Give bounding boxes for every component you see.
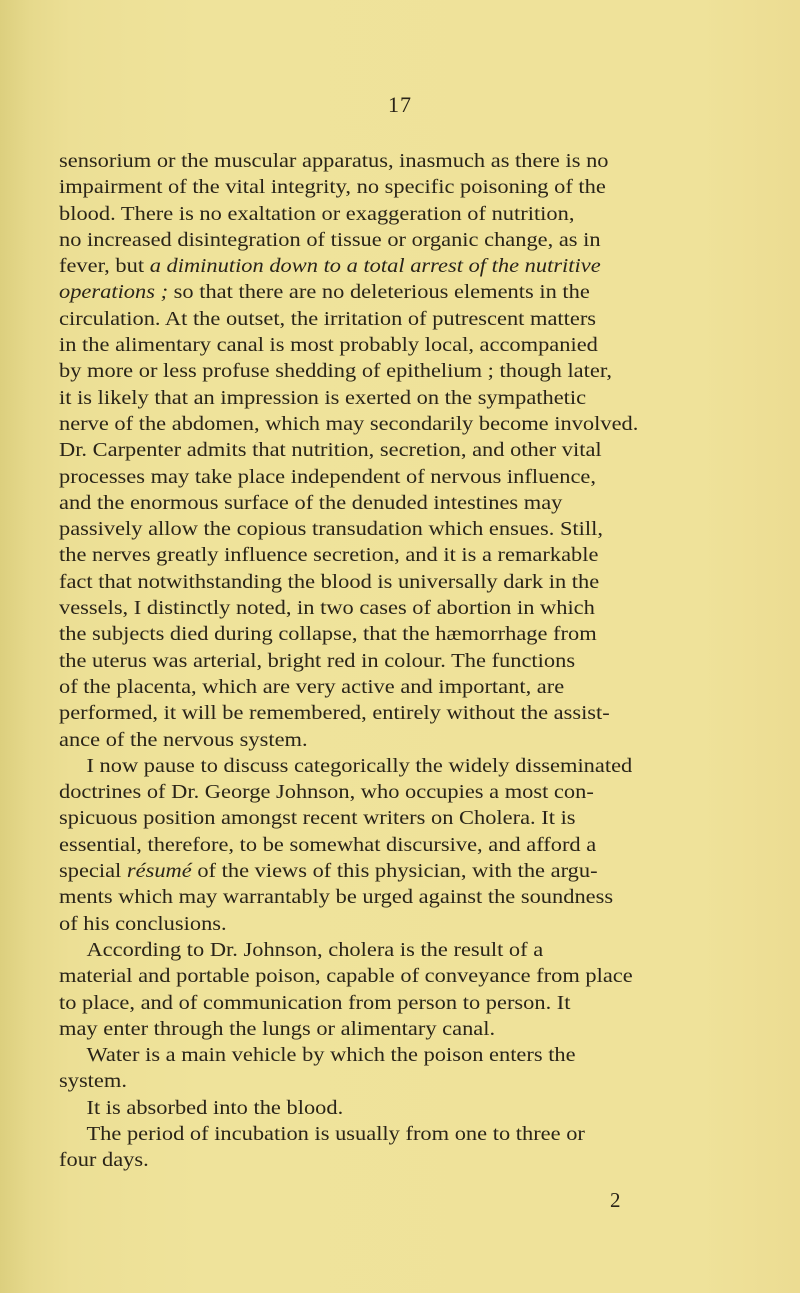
text-line: system.: [59, 1071, 127, 1093]
text-line: [59, 254, 601, 280]
paragraph: [59, 1043, 576, 1096]
body-text: [59, 149, 639, 1175]
text-line: fact that notwithstanding the blood is universally dark in the: [59, 571, 600, 593]
text-line: four days.: [59, 1150, 149, 1172]
text-line: the uterus was arterial, bright red in colour. The functions: [59, 650, 576, 672]
text-line: no increased disintegration of tissue or organic change, as in: [59, 229, 601, 251]
text-line: to place, and of communication from person to person. It: [59, 992, 571, 1014]
text-line: material and portable poison, capable of conveyance from place: [59, 966, 633, 988]
text-line: Water is a main vehicle by which the poison enters the: [86, 1045, 576, 1067]
paragraph: [59, 1096, 519, 1122]
text-line: may enter through the lungs or alimentary canal.: [59, 1018, 496, 1040]
text-line: doctrines of Dr. George Johnson, who occupies a most con-: [59, 782, 594, 804]
text-line: in the alimentary canal is most probably local, accompanied: [59, 335, 598, 357]
paragraph: [59, 754, 633, 938]
text-line: and the enormous surface of the denuded intestines may: [59, 492, 563, 514]
italic-run: a diminution down to a total arrest of the nutritive: [149, 256, 601, 278]
paragraph: [59, 149, 639, 754]
text-line: [59, 859, 598, 885]
italic-run: operations ;: [59, 282, 169, 304]
text-line: essential, therefore, to be somewhat discursive, and afford a: [59, 834, 597, 856]
text-run: fever, but: [59, 256, 150, 278]
page-number: 17: [388, 92, 412, 117]
text-line: ance of the nervous system.: [59, 729, 308, 751]
text-line: It is absorbed into the blood.: [86, 1097, 344, 1119]
text-line: sensorium or the muscular apparatus, inasmuch as there is no: [59, 151, 609, 172]
italic-run: résumé: [126, 861, 192, 883]
text-line: processes may take place independent of nervous influence,: [59, 466, 596, 488]
signature-mark: 2: [610, 1188, 621, 1212]
text-line: of his conclusions.: [59, 913, 227, 935]
text-line: blood. There is no exaltation or exaggeration of nutrition,: [59, 203, 575, 225]
text-line: The period of incubation is usually from one to three or: [86, 1123, 585, 1145]
text-line: circulation. At the outset, the irritation of putrescent matters: [59, 308, 597, 330]
text-line: I now pause to discuss categorically the widely disseminated: [86, 755, 633, 777]
text-line: spicuous position amongst recent writers on Cholera. It is: [59, 808, 576, 830]
text-line: ments which may warrantably be urged against the soundness: [59, 887, 614, 909]
paragraph: [59, 938, 633, 1043]
text-line: of the placenta, which are very active and important, are: [59, 676, 565, 698]
text-line: the subjects died during collapse, that the hæmorrhage from: [59, 624, 597, 646]
text-run: so that there are no deleterious elements in the: [168, 282, 590, 304]
text-run: special: [59, 861, 127, 883]
text-line: Dr. Carpenter admits that nutrition, secretion, and other vital: [59, 440, 602, 462]
text-line: According to Dr. Johnson, cholera is the result of a: [86, 939, 544, 961]
text-line: [59, 280, 590, 306]
text-line: passively allow the copious transudation which ensues. Still,: [59, 519, 603, 541]
text-run: of the views of this physician, with the argu-: [191, 861, 598, 883]
text-line: performed, it will be remembered, entirely without the assist-: [59, 703, 610, 725]
text-line: by more or less profuse shedding of epithelium ; though later,: [59, 361, 613, 383]
text-line: nerve of the abdomen, which may secondarily become involved.: [59, 413, 639, 435]
text-line: it is likely that an impression is exerted on the sympathetic: [59, 387, 587, 409]
text-line: vessels, I distinctly noted, in two cases of abortion in which: [59, 598, 595, 620]
text-line: impairment of the vital integrity, no specific poisoning of the: [59, 177, 606, 199]
paragraph: [59, 1122, 585, 1175]
text-line: the nerves greatly influence secretion, and it is a remarkable: [59, 545, 599, 567]
